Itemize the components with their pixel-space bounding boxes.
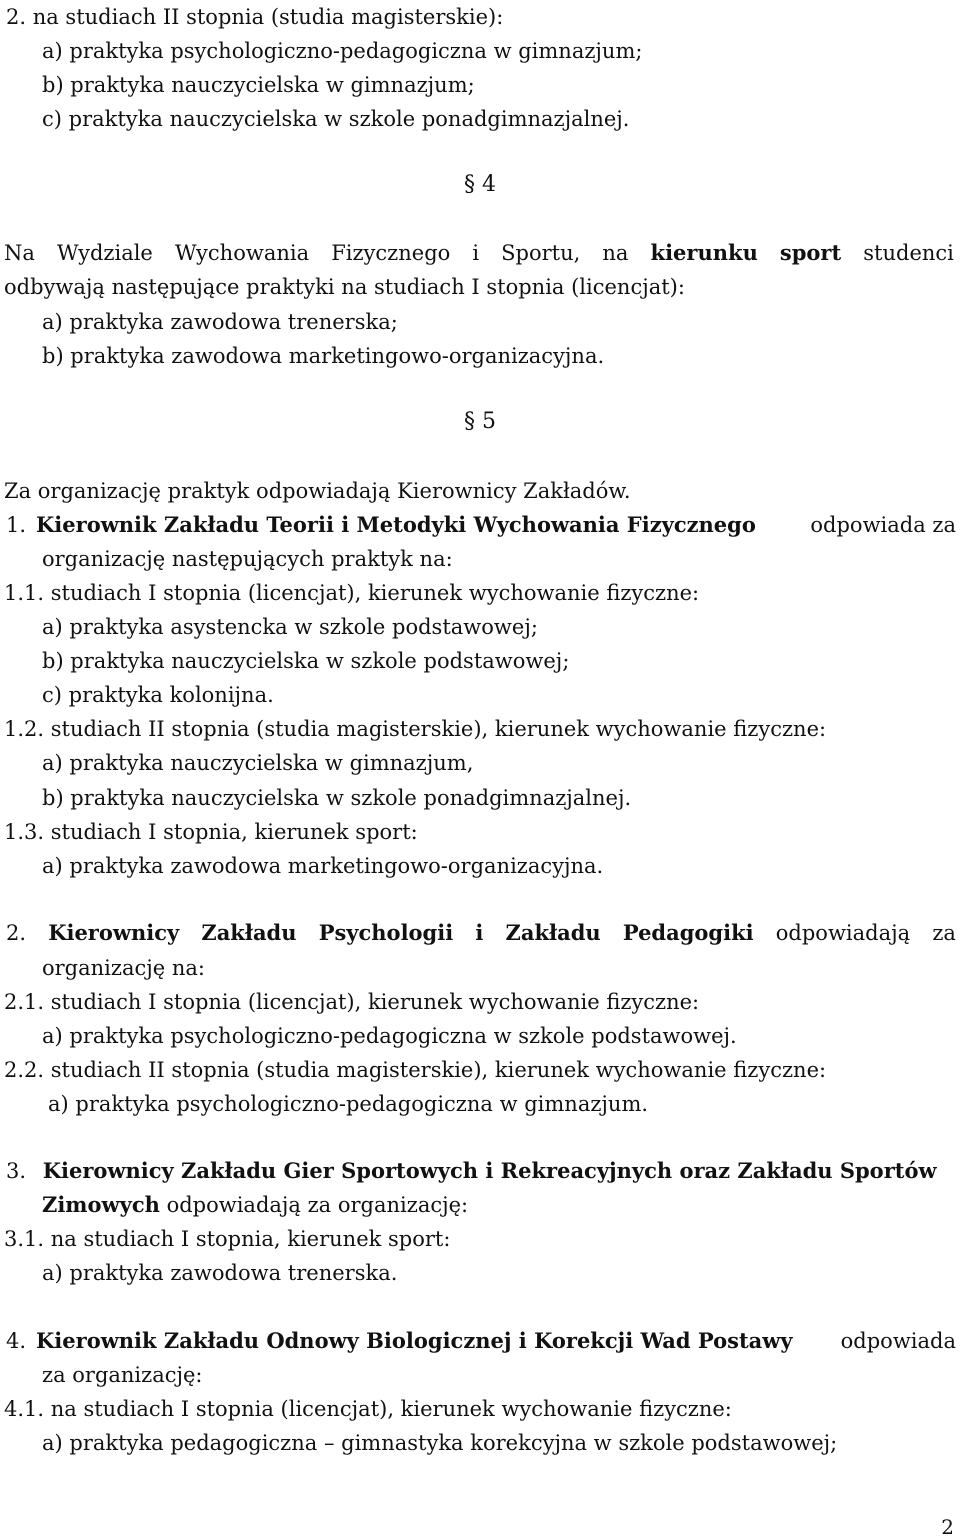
list-item: b) praktyka nauczycielska w gimnazjum; [42, 73, 475, 97]
page-number: 2 [941, 1515, 954, 1539]
word-bold: Kierownicy [48, 920, 180, 945]
paragraph-line [42, 1192, 468, 1218]
word: Wydziale [56, 241, 153, 265]
item-head [6, 1328, 793, 1354]
word-bold: sport [779, 240, 842, 265]
word: Fizycznego [331, 241, 451, 265]
list-item: a) praktyka psychologiczno-pedagogiczna w szkole podstawowej. [42, 1024, 737, 1048]
list-item: b) praktyka zawodowa marketingowo-organizacyjna. [42, 344, 605, 368]
list-item-2 [6, 920, 956, 946]
list-item: 2.2. studiach II stopnia (studia magisterskie), kierunek wychowanie fizyczne: [4, 1058, 827, 1082]
item-bold: Kierownik Zakładu Teorii i Metodyki Wychowania Fizycznego [36, 512, 756, 537]
list-item: 3.1. na studiach I stopnia, kierunek sport: [4, 1227, 451, 1251]
list-item: a) praktyka nauczycielska w gimnazjum, [42, 751, 474, 775]
word: Wychowania [174, 241, 310, 265]
list-item-1 [6, 512, 956, 538]
item-bold: Kierownik Zakładu Odnowy Biologicznej i Korekcji Wad Postawy [36, 1328, 793, 1353]
list-item: a) praktyka pedagogiczna – gimnastyka korekcyjna w szkole podstawowej; [42, 1431, 838, 1455]
item-head [6, 512, 756, 538]
item-number: 2. [6, 921, 27, 945]
list-item: c) praktyka nauczycielska w szkole ponadgimnazjalnej. [42, 107, 630, 131]
word-bold: Pedagogiki [622, 920, 754, 945]
paragraph-line [4, 240, 954, 266]
list-item: b) praktyka nauczycielska w szkole podstawowej; [42, 649, 570, 673]
paragraph-line: Za organizację praktyk odpowiadają Kierownicy Zakładów. [4, 479, 631, 503]
list-item: a) praktyka psychologiczno-pedagogiczna w gimnazjum. [48, 1092, 649, 1116]
list-item: a) praktyka asystencka w szkole podstawowej; [42, 615, 538, 639]
paragraph-line: odbywają następujące praktyki na studiach I stopnia (licencjat): [4, 275, 685, 299]
list-item: a) praktyka psychologiczno-pedagogiczna w gimnazjum; [42, 39, 643, 63]
word-bold: i [475, 920, 484, 945]
list-item: 2.1. studiach I stopnia (licencjat), kierunek wychowanie fizyczne: [4, 990, 700, 1014]
list-item: b) praktyka nauczycielska w szkole ponadgimnazjalnej. [42, 786, 632, 810]
item-bold: Kierownicy Zakładu Gier Sportowych i Rekreacyjnych oraz Zakładu Sportów [42, 1158, 937, 1183]
section-heading-4: § 4 [464, 172, 496, 197]
word-bold: Zakładu [201, 920, 297, 945]
paragraph-line: organizację na: [42, 956, 205, 980]
word: Na [4, 241, 35, 265]
paragraph-line: organizację następujących praktyk na: [42, 547, 453, 571]
list-item: 1.3. studiach I stopnia, kierunek sport: [4, 820, 418, 844]
list-item-4 [6, 1328, 956, 1354]
item-number: 4. [6, 1329, 27, 1353]
word: Sportu, [501, 241, 581, 265]
word: studenci [863, 241, 954, 265]
item-rest: odpowiadają za organizację: [166, 1193, 469, 1217]
word: odpowiadają [775, 921, 911, 945]
list-item: 1.1. studiach I stopnia (licencjat), kierunek wychowanie fizyczne: [4, 581, 700, 605]
item-rest: odpowiada za [810, 513, 956, 537]
list-item: c) praktyka kolonijna. [42, 683, 274, 707]
list-item-3 [6, 1158, 937, 1184]
paragraph-line: za organizację: [42, 1363, 203, 1387]
item-rest: odpowiada [840, 1329, 956, 1353]
list-item: a) praktyka zawodowa trenerska. [42, 1261, 398, 1285]
word: za [932, 921, 956, 945]
section-heading-5: § 5 [464, 409, 496, 434]
word-bold: Zakładu [505, 920, 601, 945]
word: i [472, 241, 480, 265]
list-item: a) praktyka zawodowa trenerska; [42, 310, 398, 334]
list-item: 2. na studiach II stopnia (studia magisterskie): [6, 5, 504, 29]
item-number: 3. [6, 1159, 27, 1183]
item-number: 1. [6, 513, 27, 537]
item-bold: Zimowych [42, 1192, 160, 1217]
list-item: a) praktyka zawodowa marketingowo-organizacyjna. [42, 854, 604, 878]
word-bold: Psychologii [318, 920, 454, 945]
word: na [602, 241, 629, 265]
list-item: 1.2. studiach II stopnia (studia magisterskie), kierunek wychowanie fizyczne: [4, 717, 827, 741]
list-item: 4.1. na studiach I stopnia (licencjat), kierunek wychowanie fizyczne: [4, 1397, 732, 1421]
word-bold: kierunku [650, 240, 758, 265]
